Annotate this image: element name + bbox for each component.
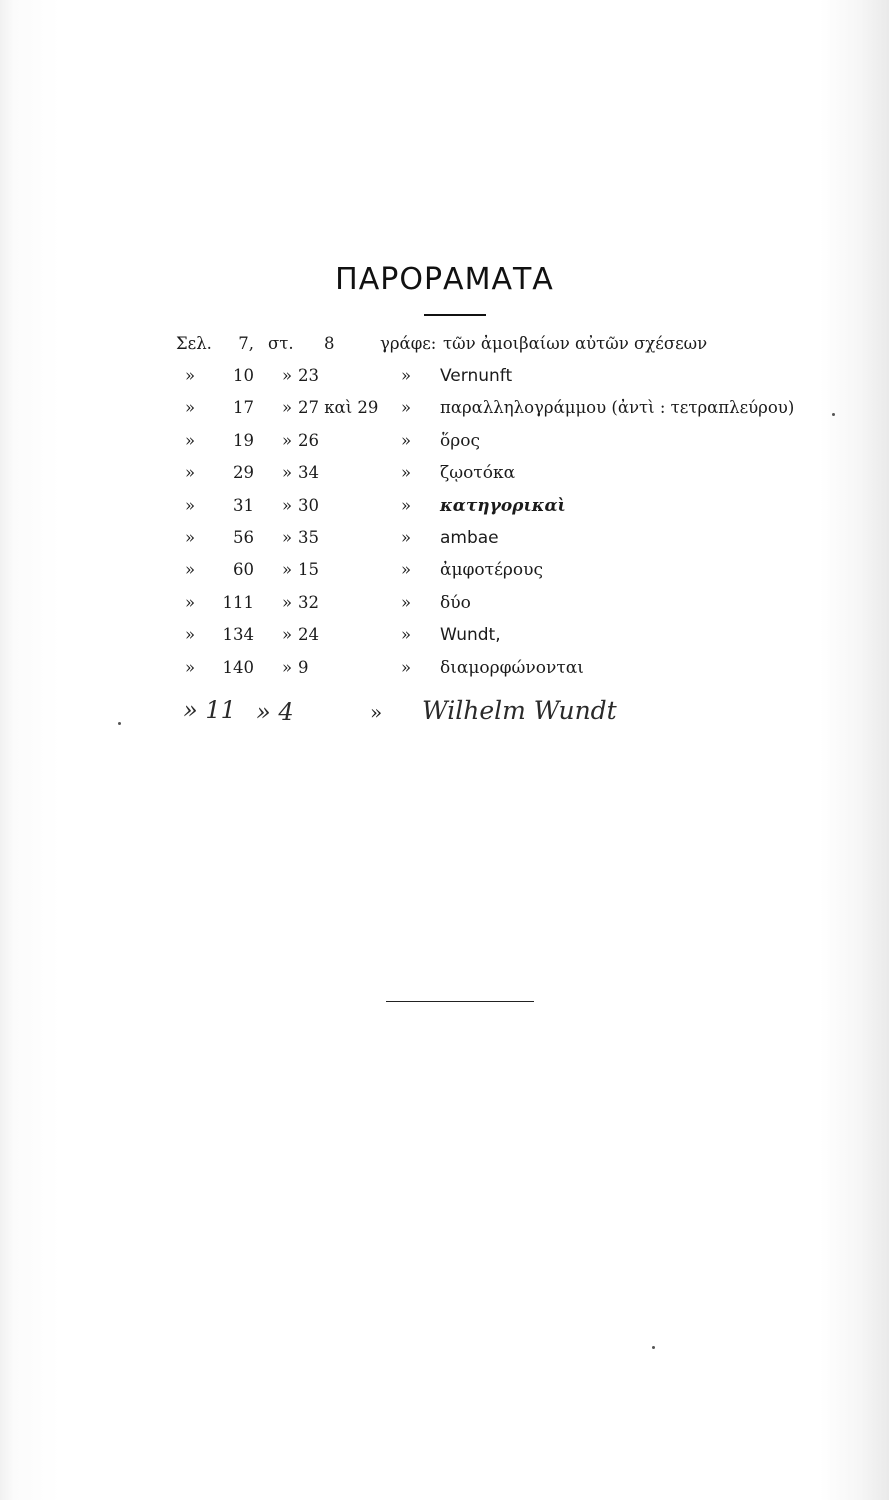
correction-text: παραλληλογράμμου (ἀντὶ : τετραπλεύρου) [440, 398, 795, 418]
ditto-mark: » [185, 430, 196, 450]
line-number: 15 [298, 560, 319, 580]
ditto-mark: » [185, 592, 196, 612]
errata-row [0, 496, 889, 526]
line-number: 23 [298, 366, 319, 385]
correction-text: διαμορφώνονται [440, 657, 584, 678]
ditto-mark: » [401, 528, 412, 547]
correction-text: κατηγορικαὶ [440, 495, 566, 516]
ditto-mark: » [401, 366, 412, 385]
correction-text: ἀμφοτέρους [440, 560, 543, 581]
errata-row-handwritten [0, 696, 889, 736]
ditto-mark: » [282, 528, 293, 547]
closing-rule [386, 1001, 534, 1002]
handwritten-line: » 4 [256, 698, 294, 726]
title-underline [424, 314, 486, 316]
ditto-mark: » [401, 625, 412, 645]
ditto-mark: » [185, 398, 196, 418]
correction-text: Wundt, [440, 625, 501, 646]
speck [652, 1346, 655, 1349]
line-number: 27 καὶ 29 [298, 398, 379, 418]
ditto-mark: » [401, 592, 412, 612]
ditto-mark: » [282, 366, 293, 385]
page-number: 17 [233, 398, 254, 418]
handwritten-correction: Wilhelm Wundt [422, 696, 617, 725]
errata-row [0, 625, 889, 655]
ditto-mark: » [282, 625, 293, 645]
ditto-mark: » [185, 528, 196, 547]
ditto-mark: » [282, 560, 293, 580]
ditto-mark: » [282, 398, 293, 418]
page-number: 56 [233, 528, 254, 547]
page-number: 134 [222, 625, 254, 645]
ditto-mark: » [282, 430, 293, 450]
ditto-mark: » [401, 398, 412, 418]
speck [118, 722, 121, 725]
line-number: 26 [298, 430, 319, 450]
errata-row [0, 463, 889, 493]
ditto-mark: » [282, 657, 293, 677]
ditto-mark: » [282, 463, 293, 483]
correction-text: ζῳοτόκα [440, 463, 516, 484]
line-number: 9 [298, 657, 309, 677]
handwritten-page: » 11 [183, 696, 236, 724]
ditto-mark: » [370, 700, 383, 724]
page-number: 7, [238, 334, 254, 353]
ditto-mark: » [401, 495, 412, 515]
line-number: 24 [298, 625, 319, 645]
ditto-mark: » [401, 430, 412, 450]
line-number: 30 [298, 495, 319, 515]
speck [832, 413, 835, 416]
page-title: ΠΑΡΟΡΑΜΑΤΑ [335, 262, 554, 297]
page-number: 140 [222, 657, 254, 677]
page-number: 111 [222, 592, 254, 612]
errata-row [0, 398, 889, 428]
ditto-mark: » [185, 560, 196, 580]
line-number: 34 [298, 463, 319, 483]
line-number: 35 [298, 528, 319, 547]
page-number: 10 [233, 366, 254, 385]
errata-row [0, 431, 889, 461]
errata-row [0, 528, 889, 558]
ditto-mark: » [185, 657, 196, 677]
ditto-mark: » [185, 366, 196, 385]
correction-text: δύο [440, 592, 471, 613]
page-label: Σελ. [176, 334, 212, 353]
correction-text: ὅρος [440, 430, 480, 451]
ditto-mark: » [282, 592, 293, 612]
line-number: 8 [324, 334, 335, 353]
correction-text: Vernunft [440, 366, 513, 386]
errata-row-first [0, 334, 889, 364]
page-number: 60 [233, 560, 254, 580]
read-label: γράφε: [380, 334, 437, 353]
ditto-mark: » [185, 625, 196, 645]
ditto-mark: » [401, 560, 412, 580]
ditto-mark: » [401, 463, 412, 483]
errata-row [0, 658, 889, 688]
correction-text: ambae [440, 528, 499, 548]
page-number: 31 [233, 495, 254, 515]
page-number: 29 [233, 463, 254, 483]
correction-text: τῶν ἀμοιβαίων αὐτῶν σχέσεων [443, 334, 708, 353]
line-label: στ. [268, 334, 294, 353]
ditto-mark: » [185, 495, 196, 515]
errata-row [0, 593, 889, 623]
ditto-mark: » [401, 657, 412, 677]
page-number: 19 [233, 430, 254, 450]
errata-row [0, 560, 889, 590]
ditto-mark: » [282, 495, 293, 515]
errata-row [0, 366, 889, 396]
ditto-mark: » [185, 463, 196, 483]
line-number: 32 [298, 592, 319, 612]
